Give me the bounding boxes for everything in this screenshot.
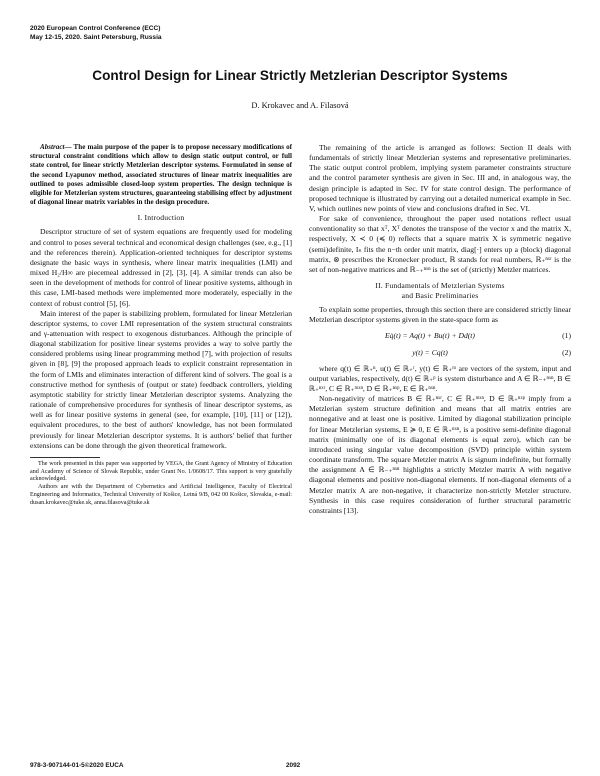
abstract-label: Abstract <box>40 143 65 151</box>
equation-2 <box>309 348 571 358</box>
equation-1-number: (1) <box>562 331 571 341</box>
section-heading-line-2: and Basic Preliminaries <box>401 291 479 301</box>
right-column <box>309 143 571 516</box>
section-heading-fundamentals <box>309 281 571 301</box>
equation-2-body: y(t) = Cq(t) <box>412 347 448 357</box>
conference-location: May 12-15, 2020. Saint Petersburg, Russia <box>30 33 162 41</box>
right-paragraph-5: Non-negativity of matrices B ∈ ℝ₊ⁿˣʳ, C ∈ ℝ₊ᵐˣⁿ, D ∈ ℝ₊ⁿˣᵖ imply from a Metzlerian system structure definition and means that all matrix entries are nonnegative and at least one is positive. Limited by diagonal stabilization principle for linear Metzlerian systems, E ≽ 0, E ∈ ℝ₊ⁿˣⁿ, is a positive semi-definite diagonal matrix (minimally one of its diagonal elements is equal zero), which can be introduced using singular value decomposition (SVD) principle within system coordinate transform. The square Metzler matrix A is signum indefinite, but formally the assignment A ∈ ℝ₋₊ⁿˣⁿ highlights a strictly Metzler matrix A with negative diagonal elements and positive non-diagonal elements. If non-diagonal elements of a Metzler matrix A are non-negative, it characterize non-strictly Metzler structure. Synthesis in this case requires consideration of further structural parametric constraints [13]. <box>309 394 571 515</box>
equation-1-body: Eq̇(t) = Aq(t) + Bu(t) + Dd(t) <box>385 331 475 341</box>
right-paragraph-4: where q(t) ∈ ℝ₊ⁿ, u(t) ∈ ℝ₊ʳ, y(t) ∈ ℝ₊ᵐ are vectors of the system, input and output variables, respectively, d(t) ∈ ℝ₊ᵖ is system disturbance and A ∈ ℝ₋₊ⁿˣⁿ, B ∈ ℝ₊ⁿˣʳ, C ∈ ℝ₊ᵐˣⁿ, D ∈ ℝ₊ⁿˣᵖ, E ∈ ℝ₊ⁿˣⁿ. <box>309 363 571 393</box>
section-heading-line-1: II. Fundamentals of Metzlerian Systems <box>375 281 505 291</box>
conference-header <box>30 25 162 42</box>
intro-paragraph-2: Main interest of the paper is stabilizing problem, formulated for linear Metzlerian descriptor systems, to cover LMI representation of the system structural constraints and γ-attenuation with respect to exogenous disturbances. Although the principle of diagonal stabilization for positive linear systems provides a way to solve partly the considered problems using linear programming method [7], with projection of results given in [8], [9] the proposed approach leads to explicit constraint representation in the form of LMIs and eliminates interaction of different kind of solvers. The goal is a constructive method for synthesis of (output or state) feedback controllers, yielding asymptotic stability for strictly linear Metzlerian descriptor systems. Analyzing the rationale of comprehensive procedures for synthesis of linear descriptor systems, as well as for linear positive systems in general (see, for example, [10], [11] or [12]), equivalent procedures, to the best of authors' knowledge, has not been formulated previously for linear Metzlerian descriptor systems. It is authors' belief that further extensions can be done through the given theoretical framework. <box>30 308 292 450</box>
section-heading-introduction: I. Introduction <box>137 213 185 223</box>
footnote-rule <box>30 457 100 458</box>
conference-name: 2020 European Control Conference (ECC) <box>30 25 161 32</box>
right-paragraph-1: The remaining of the article is arranged as follows: Section II deals with fundamentals of strictly linear Metzlerian systems and representative preliminaries. The static output control problem, implying system parameter constraints structure and the control parameter synthesis are given in Sec. III and, in analogous way, the design principle is adapted in Sec. IV for state control design. The performance of proposed technique is illustrated by carrying out a detailed numerical example in Sec. V, which outlines new points of view and conclusions drafted in Sec. VI. <box>309 143 571 213</box>
intro-paragraph-1: Descriptor structure of set of system equations are frequently used for modeling and control to poses several technical and economical design challenges (see, e.g., [1] and the references therein). Application-oriented techniques for descriptor systems designate the basic ways in synthesis, where linear matrix inequalities (LMI) and mixed H₂/H∞ are piecemeal addressed in [2], [3], [4]. A similar trends can also be seen in the development of methods for control of linear positive systems, although in this case, LMI-based methods were implemented more moderately, especially in the context of robust control [5], [6]. <box>30 227 292 308</box>
paper-authors: D. Krokavec and A. Filasová <box>251 101 349 110</box>
equation-2-number: (2) <box>562 347 571 357</box>
footnote-affiliation: Authors are with the Department of Cybernetics and Artificial Intelligence, Faculty of Electrical Engineering and Informatics, Technical University of Košice, Letná 9/B, 042 00 Košice, Slovakia, e-mail: dusan.krokavec@tuke.sk, anna.filasova@tuke.sk <box>30 484 292 506</box>
abstract-text: — The main purpose of the paper is to propose necessary modifications of structural constraint conditions which allow to design static output control, or full state control, for linear strictly Metzlerian descriptor systems. Formulated in sense of the second Lyapunov method, associated structures of linear matrix inequalities are outlined to poses admissible closed-loop system properties. The design technique is eligible for Metzlerian system structures, guaranteeing stabilising effect by adjustment of diagonal linear matrix variables in the design procedure. <box>30 143 292 207</box>
right-paragraph-2: For sake of convenience, throughout the paper used notations reflect usual conventionality so that xᵀ, Xᵀ denotes the transpose of the vector x and the matrix X, respectively, X ≺ 0 (≼ 0) reflects that a square matrix X is symmetric negative (semi)definite, Iₙ fits the n−th order unit matrix, diag[·] enters up a (block) diagonal matrix, ⊗ prescribes the Kronecker product, ℝ stands for real numbers, ℝ₊ⁿˣʳ is the set of non-negative matrices and ℝ₋₊ⁿˣⁿ is the set of (strictly) Metzler matrices. <box>309 214 571 274</box>
right-paragraph-3: To explain some properties, through this section there are considered strictly linear Metzlerian descriptor systems given in the state-space form as <box>309 305 571 325</box>
abstract <box>30 143 292 207</box>
footer-page-number: 2092 <box>286 762 301 769</box>
equation-1 <box>309 331 571 341</box>
footer-isbn: 978-3-907144-01-5©2020 EUCA <box>30 762 124 769</box>
left-column <box>30 143 292 508</box>
paper-title: Control Design for Linear Strictly Metzlerian Descriptor Systems <box>92 68 508 83</box>
footnote-funding: The work presented in this paper was supported by VEGA, the Grant Agency of Ministry of Education and Academy of Science of Slovak Republic, under Grant No. 1/0608/17. This support is very gratefully acknowledged. <box>30 460 292 483</box>
